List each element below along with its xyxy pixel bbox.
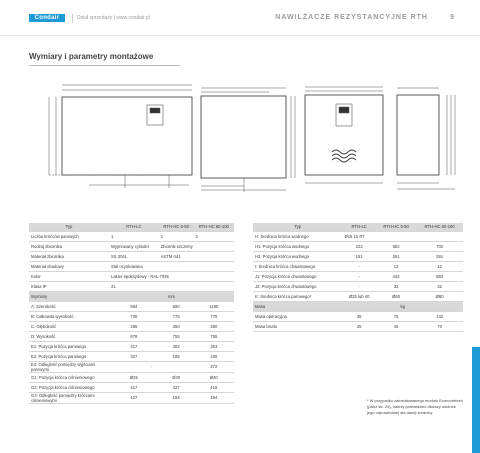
table-cell: 285 [109,321,159,331]
unit-label: kg [342,301,463,311]
table-row [29,301,234,311]
table-cell: 2 [194,231,234,241]
table-row [29,372,234,382]
mass-header-row [253,301,463,311]
table-row [29,331,234,341]
table-cell: - [342,281,375,291]
table-row [253,321,463,331]
table-row [29,311,234,321]
table-cell: 12 [416,261,463,271]
section-title: Wymiary i parametry montażowe [29,52,154,61]
table-row [253,241,463,251]
page-number: 9 [450,14,454,21]
table-cell: Ø25 lub 40 [342,291,375,301]
row-label: E3: Odległość pomiędzy wyjściami parowymi [29,361,109,372]
table-cell: 12 [376,261,416,271]
header-separator [72,14,73,23]
table-cell: Ø40 [159,372,194,382]
table-row [253,311,463,321]
table-row [29,321,234,331]
table-cell: Wyjmowany cylinder [109,241,159,251]
table-cell: 32 [416,281,463,291]
technical-drawings [29,80,469,200]
table-cell: 755 [194,331,234,341]
header-bar [0,0,480,36]
row-label: Klasa IP [29,281,109,291]
column-header: Typ [253,223,342,231]
table-cell: 142 [416,311,463,321]
row-label: H: Średnica króćca wodnego [253,231,342,241]
table-cell: 21 [109,281,234,291]
table-cell: 350 [194,321,234,331]
table-cell: 755 [159,331,194,341]
row-label: I: Średnica króćca chwastowego [253,261,342,271]
table-row [29,382,234,392]
table-cell: 417 [109,341,159,351]
table-row [29,241,234,251]
table-cell: 75 [376,311,416,321]
table-cell: 678 [109,331,159,341]
table-cell: 35 [342,311,375,321]
table-cell: 165 [194,351,234,361]
row-label: H2: Pozycja króćca wodnego [253,251,342,261]
table-row [29,261,234,271]
row-label: Kolor [29,271,109,281]
table-row [253,251,463,261]
table-cell: 164 [159,392,194,403]
table-cell: SS 304L [109,251,159,261]
table-cell: 372 [194,361,234,372]
row-label: J2: Pozycja króćca chwastowego [253,281,342,291]
table-row [253,231,463,241]
row-label: G1: Pozycja króćca ciśnieniowego [29,372,109,382]
table-cell: Ø80 [416,291,463,301]
row-label: A: Szerokość [29,301,109,311]
row-label: Masa brutto [253,321,342,331]
table-cell: 327 [109,351,159,361]
column-header: RTH-HC 80-100 [416,223,463,231]
table-row [29,351,234,361]
row-label: E2: Pozycja króćca parowego [29,351,109,361]
row-label: H1: Pozycja króćca wodnego [253,241,342,251]
table-cell: 775 [194,311,234,321]
column-header: RTH-HC 5-50 [376,223,416,231]
row-label: Liczba króćców parowych [29,231,109,241]
table-cell: 70 [416,321,463,331]
table-cell: 690 [159,301,194,311]
table-cell: 127 [109,392,159,403]
table-row [29,281,234,291]
table-row [29,251,234,261]
side-view-drawing [201,88,295,192]
table-cell: - [109,361,194,372]
dimensions-header-row [29,291,234,301]
row-label: Masa [253,301,342,311]
row-label: B: Całkowita wysokość [29,311,109,321]
table-row [29,341,234,351]
header-tagline: Dział sprzedaży | www.condair.pl [77,15,150,21]
left-spec-table [29,223,234,404]
table-cell: Zbiornik szczelny [159,241,234,251]
right-side-view-drawing [397,88,455,189]
table-cell: 32 [376,281,416,291]
table-cell: 582 [376,241,416,251]
table-row [253,261,463,271]
table-cell: Ø15 15 RT [342,231,463,241]
table-cell: 554 [109,301,159,311]
table-cell: - [342,271,375,281]
row-label: G2: Pozycja króćca ciśnieniowego [29,382,109,392]
table-header-row [253,223,463,231]
table-cell: 222 [342,241,375,251]
table-cell: 1 [159,231,194,241]
column-header: RTH-HC 5-50 [159,223,194,231]
table-cell: 181 [342,251,375,261]
table-cell: Ø40 [194,372,234,382]
column-header: RTH-HC 80-100 [194,223,234,231]
table-header-row [29,223,234,231]
table-cell: 702 [416,241,463,251]
dimension-drawings-svg [29,80,469,195]
table-cell: 417 [109,382,159,392]
table-cell: 416 [194,382,234,392]
table-row [253,291,463,301]
table-row [29,361,234,372]
unit-label: mm [109,291,234,301]
front-view-drawing [49,85,192,188]
table-row [253,271,463,281]
table-row [253,281,463,291]
table-cell: 730 [109,311,159,321]
table-cell: 25 [342,321,375,331]
table-cell: 165 [159,351,194,361]
table-cell: 261 [416,251,463,261]
table-cell: 164 [194,392,234,403]
table-cell: 775 [159,311,194,321]
table-cell: Ø60 [376,291,416,301]
row-label: Materiał zbiornika [29,251,109,261]
table-row [29,271,234,281]
table-row [29,392,234,403]
row-label: C: Głębokość [29,321,109,331]
row-label: Wymiary [29,291,109,301]
table-cell: Lakier epoksydowy - RAL 7035 [109,271,234,281]
table-cell: - [342,261,375,271]
table-cell: 45 [376,321,416,331]
table-cell: 261 [376,251,416,261]
row-label: J1: Pozycja króćca chwastowego [253,271,342,281]
title-underline [29,65,180,66]
table-cell: 350 [159,321,194,331]
column-header: RTH-LC [342,223,375,231]
row-label: Masa operacyjna [253,311,342,321]
table-cell: Ø25 [109,372,159,382]
table-cell: 442 [376,271,416,281]
table-row [29,231,234,241]
company-logo[interactable]: Condair [29,14,65,22]
table-cell: 1180 [194,301,234,311]
table-cell: ASTM 441 [159,251,234,261]
table-cell: Stal ocynkowana [109,261,234,271]
table-cell: 863 [416,271,463,281]
footnote: * W przypadku zainstalowanego modułu Economfresh (patrz str. 24), należy przewidzieć dłuższy odcinek jego odpowiedniej dla danej średnicy. [367,398,463,415]
table-cell: 1 [109,231,159,241]
document-title: NAWILŻACZE REZYSTANCYJNE RTH [275,14,428,21]
column-header: Typ [29,223,109,231]
row-label: D: Wysokość [29,331,109,341]
column-header: RTH-LC [109,223,159,231]
right-spec-table [253,223,463,332]
table-cell: 427 [159,382,194,392]
row-label: E1: Pozycja króćca parowego [29,341,109,351]
row-label: K: Średnica króćca parowego* [253,291,342,301]
accent-bar [472,347,480,453]
table-cell: 353 [194,341,234,351]
unit-view-drawing [305,87,383,183]
row-label: Rodzaj zbiornika [29,241,109,251]
table-cell: 362 [159,341,194,351]
row-label: G3: Odległość pomiędzy króćcami ciśnieniowymi [29,392,109,403]
row-label: Materiał obudowy [29,261,109,271]
